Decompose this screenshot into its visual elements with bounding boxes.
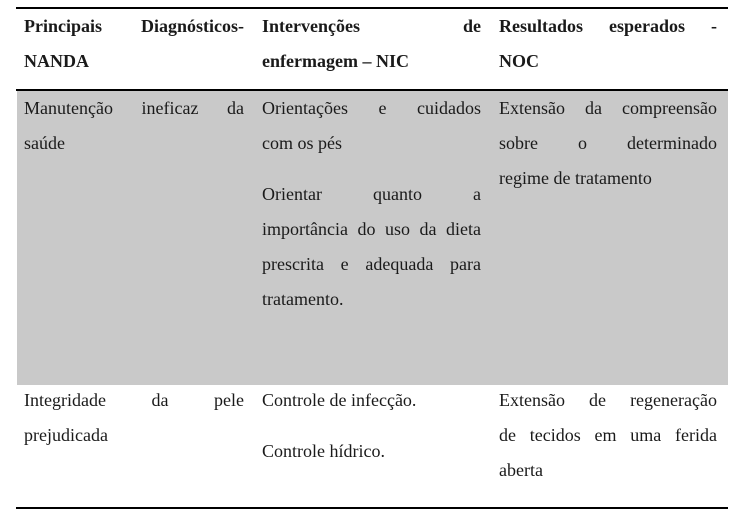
row-1-outcome-line3: regime de tratamento [499, 168, 652, 188]
header-noc [499, 9, 717, 79]
row-1-interventions [262, 91, 481, 317]
row-1-diagnosis [24, 91, 244, 161]
row-1-intervention-2-line3: prescrita e adequada para [262, 254, 481, 274]
row-1-intervention-2-line2: importância do uso da dieta [262, 219, 481, 239]
row-1-intervention-2-line1: Orientar quanto a [262, 184, 481, 204]
row-1-outcome-line2: sobre o determinado [499, 133, 717, 153]
row-2-outcomes [499, 383, 717, 488]
row-2-diagnosis-line1: Integridade da pele [24, 390, 244, 410]
table-bottom-rule [16, 507, 728, 509]
row-2-diagnosis-line2: prejudicada [24, 425, 108, 445]
header-nanda-line2: NANDA [24, 51, 89, 71]
header-nic-line2: enfermagem – NIC [262, 51, 409, 71]
row-2-outcome-line1: Extensão de regeneração [499, 390, 717, 410]
row-1-intervention-1-line1: Orientações e cuidados [262, 98, 481, 118]
header-noc-line1: Resultados esperados - [499, 16, 717, 36]
row-1-outcomes [499, 91, 717, 196]
row-2-intervention-2: Controle hídrico. [262, 441, 385, 461]
row-2-intervention-1: Controle de infecção. [262, 390, 417, 410]
header-nanda-line1: Principais Diagnósticos- [24, 16, 244, 36]
row-2-interventions [262, 383, 481, 469]
row-1-intervention-1-line2: com os pés [262, 133, 342, 153]
header-nic [262, 9, 481, 79]
row-2-outcome-line3: aberta [499, 460, 543, 480]
row-2-diagnosis [24, 383, 244, 453]
header-noc-line2: NOC [499, 51, 539, 71]
row-1-intervention-2-line4: tratamento. [262, 289, 344, 309]
header-nanda [24, 9, 244, 79]
row-2-outcome-line2: de tecidos em uma ferida [499, 425, 717, 445]
row-1-diagnosis-line2: saúde [24, 133, 65, 153]
row-1-diagnosis-line1: Manutenção ineficaz da [24, 98, 244, 118]
row-1-outcome-line1: Extensão da compreensão [499, 98, 717, 118]
header-nic-line1: Intervenções de [262, 16, 481, 36]
